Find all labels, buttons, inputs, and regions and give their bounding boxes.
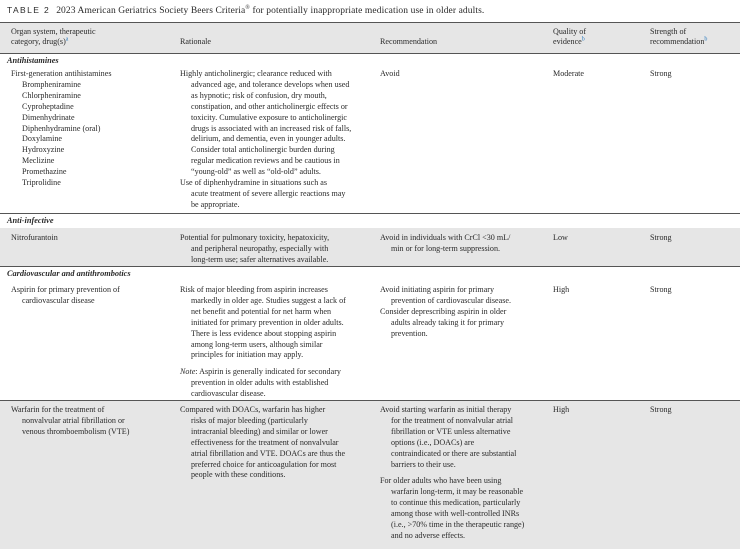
header-quality-line2: evidence [553,37,582,47]
recommendation-line: and no adverse effects. [391,530,466,540]
rationale-line: Potential for pulmonary toxicity, hepatoxicity, [180,233,330,242]
rationale-line: among long-term users, although similar [191,339,323,349]
section-antihistamines: Antihistamines [7,56,59,65]
header-bottom-rule [0,53,740,54]
rationale-line: effectiveness for the treatment of nonvalvular [191,437,339,447]
rationale-line: advanced age, and tolerance develops when used [191,79,350,89]
recommendation-line: barriers to their use. [391,459,456,469]
table-label: TABLE 2 [7,5,51,16]
strength-aspirin: Strong [650,285,672,294]
rationale-line: initiated for primary prevention in older adults. [191,317,344,327]
strength-nitrofurantoin: Strong [650,233,672,242]
note-line: cardiovascular disease. [191,389,266,399]
drug-line: venous thromboembolism (VTE) [22,426,130,436]
note-label: Note [180,367,196,377]
drug-item: Hydroxyzine [22,145,65,155]
recommendation-line: min or for long-term suppression. [391,243,501,253]
header-organ-system [11,27,96,48]
drug-item: Doxylamine [22,134,63,144]
recommendation-line: Avoid in individuals with CrCl <30 mL/ [380,233,511,242]
header-strength-line1: Strength of [650,27,687,36]
rationale-line: atrial fibrillation and VTE. DOACs are thus the [191,448,346,458]
rationale-line: toxicity. Cumulative exposure to anticholinergic [191,112,347,122]
recommendation-line: fibrillation or VTE unless alternative [391,426,511,436]
header-strength-line2: recommendation [650,37,705,47]
row-rule [0,213,740,214]
header-organ-line1: Organ system, therapeutic [11,27,96,36]
drug-item: Triprolidine [22,178,61,188]
drug-item: Promethazine [22,167,67,177]
rationale-line: Use of diphenhydramine in situations such as [180,178,328,188]
recommendation-line: Consider deprescribing aspirin in older [380,306,507,316]
rationale-line: “young-old” as well as “old-old” adults. [191,167,321,177]
drug-warfarin [11,405,171,438]
header-recommendation: Recommendation [380,37,438,46]
note-line: : Aspirin is generally indicated for secondary [195,367,341,377]
drug-line: Aspirin for primary prevention of [11,285,120,294]
drug-cell-antihistamines [11,69,171,189]
recommendation-line: contraindicated or there are substantial [391,448,517,458]
recommendation-line: warfarin long-term, it may be reasonable [391,487,524,497]
recommendation-nitrofurantoin [380,233,550,255]
recommendation-line: adults already taking it for primary [391,317,505,327]
section-cardiovascular: Cardiovascular and antithrombotics [7,269,131,278]
section-anti-infective: Anti-infective [7,216,54,225]
header-organ-line2: category, drug(s) [11,37,66,47]
quality-nitrofurantoin: Low [553,233,568,242]
rationale-line: markedly in older age. Studies suggest a lack of [191,295,346,305]
note-line: prevention in older adults with established [191,378,329,388]
rationale-line: intracranial bleeding) and similar or lower [191,426,328,436]
rationale-line: constipation, and other anticholinergic effects or [191,101,348,111]
rationale-line: be appropriate. [191,199,240,209]
footnote-b2: b [704,36,708,43]
recommendation-line: for the treatment of nonvalvular atrial [391,415,514,425]
drug-item: Dimenhydrinate [22,112,75,122]
footnote-a: a [65,36,69,43]
header-quality [553,27,586,48]
rationale-line: Highly anticholinergic; clearance reduced with [180,69,332,78]
strength-warfarin: Strong [650,405,672,414]
quality-antihistamines: Moderate [553,69,585,78]
strength-antihistamines: Strong [650,69,672,78]
drug-line: Warfarin for the treatment of [11,405,105,414]
rationale-line: net benefit and potential for net harm when [191,306,332,316]
recommendation-line: prevention. [391,328,428,338]
header-rationale: Rationale [180,37,212,46]
table-title: 2023 American Geriatrics Society Beers Criteria [56,6,246,17]
drug-line: nonvalvular atrial fibrillation or [22,415,125,425]
recommendation-line: Avoid starting warfarin as initial therapy [380,405,512,414]
rationale-line: risks of major bleeding (particularly [191,415,308,425]
rationale-antihistamines [180,69,375,211]
drug-aspirin [11,285,171,307]
recommendation-line: For older adults who have been using [380,476,502,486]
rationale-line: acute treatment of severe allergic reactions may [191,188,346,198]
drug-line: cardiovascular disease [22,295,95,305]
header-quality-line1: Quality of [553,27,587,36]
drug-item: Cyproheptadine [22,101,74,111]
rationale-line: delirium, and dementia, even in younger adults. [191,134,346,144]
drug-item: Meclizine [22,156,55,166]
recommendation-line: prevention of cardiovascular disease. [391,295,512,305]
recommendation-line: Avoid initiating aspirin for primary [380,285,495,294]
rationale-line: principles for initiation may apply. [191,350,304,360]
recommendation-aspirin [380,285,550,340]
row-rule [0,266,740,267]
drug-group: First-generation antihistamines [11,69,112,78]
rationale-warfarin [180,405,375,481]
recommendation-warfarin [380,405,550,542]
drug-nitrofurantoin: Nitrofurantoin [11,233,58,242]
rationale-nitrofurantoin [180,233,375,266]
rationale-line: long-term use; safer alternatives available. [191,254,329,264]
rationale-line: preferred choice for anticoagulation for most [191,459,337,469]
rationale-line: as hypnotic; risk of confusion, dry mouth, [191,90,327,100]
table-title-rest: for potentially inappropriate medication use in older adults. [249,6,485,17]
table-caption [7,5,484,16]
quality-aspirin: High [553,285,570,294]
registered-mark: ® [245,5,250,11]
recommendation-line: (i.e., >70% time in the therapeutic range) [391,520,525,530]
rationale-line: Consider total anticholinergic burden during [191,145,335,155]
rationale-line: drugs is associated with an increased risk of falls, [191,123,352,133]
rationale-line: people with these conditions. [191,470,286,480]
recommendation-antihistamines: Avoid [380,69,400,78]
drug-item: Diphenhydramine (oral) [22,123,101,133]
drug-item: Chlorpheniramine [22,90,81,100]
recommendation-line: among those with well-controlled INRs [391,509,520,519]
drug-item: Brompheniramine [22,79,81,89]
rationale-line: Compared with DOACs, warfarin has higher [180,405,326,414]
rationale-line: and peripheral neuropathy, especially with [191,243,329,253]
quality-warfarin: High [553,405,570,414]
rationale-line: Risk of major bleeding from aspirin increases [180,285,328,294]
rationale-line: There is less evidence about stopping aspirin [191,328,337,338]
recommendation-line: to continue this medication, particularly [391,498,521,508]
rationale-line: regular medication reviews and be cautious in [191,156,340,166]
header-strength [650,27,707,48]
header-band [0,23,740,53]
recommendation-line: options (i.e., DOACs) are [391,437,475,447]
rationale-aspirin [180,285,375,400]
footnote-b: b [581,36,585,43]
